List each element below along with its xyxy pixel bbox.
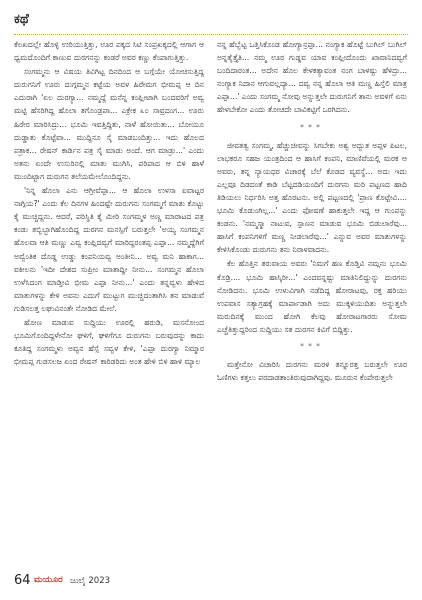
page-number: 64 [14, 573, 31, 588]
section-label: ಕಥೆ [14, 12, 29, 27]
section-separator: *** [300, 122, 324, 132]
page-header [14, 6, 408, 36]
issue-date: ಜುಲೈ 2023 [70, 576, 111, 586]
paragraph: ಮತ್ತೇನೋ ವಿಚಾರಿಸಿ ದುರಗನು ಮರಳಿ ತನ್ನೂರತ್ತ ಬರುತ್ತಲೇ ಊರ ಓಣಿಗಳು ಕತ್ತಲು ಪರದಾಡತಾಂತಿರುವುದಾಗಿದ್ದವು. ಮೂರುನ ಕೆಂಪೇರುತ್ತಲೇ [217, 359, 407, 383]
left-column [14, 38, 204, 566]
right-column [217, 38, 407, 566]
paragraph: ನನ್ನ ಹೆಬ್ಬೆಟ್ಟ ಒತ್ತಿಸಿಕೊಂಡ ಹೋಗ್ಯಾನ್ರಪ್ಪಾ... ನಂಗ್ಯಾಕ ಹೊಟ್ಟೆ ಬುಗಿಲ್ ಬುಗಿಲ್ ಅನ್ನತೈತ್ತೈತಿ... ನಮ್ಮ ಊರ ಗುಡ್ಡವ ಯಾವ ಕಂಪ್ಲೀದೊಂದು ಖಾವಾನಿದವ್ವಗೆ ಬಂದಿದಾರಂತ... ಅದೇನ ಹೊಲ ಕೇಳಕತ್ಯಾವಂತ ನಂಗ ಬಾಳಷ್ಟು ಹೆಳಿದ್ರು... ನಂಗ್ಯಾಕ ನಿದಾನ ಆಗುವಲ್ಲದ್ಯಾ... ದವ್ವ ನನ್ನ ಹೊಲಾ ಆತಿ ಮಣ್ಣ ಹಿಸ್ತೆಲಿ ಮಾತ್ರ ಎಪ್ಪಾ...' ಎಂದು ಸಂಗಮ್ಮ ನೋವು ಅನ್ನುತ್ತಲೇ ದುರುಗನಿಗೆ ತಾನು ಅವಳಿಗೆ ಏನು ಹೇಳಬೇಕೋ ಎಂದು ತೋಚದೇ ಬಾವಿಕಟ್ಟಿಗೆ ಒರಗಿದನು. [217, 40, 407, 115]
paragraph: 'ನಿನ್ನ ಹೊಲಾ ಎನು ಆಗ್ರೀವೆಪ್ಪಾ... ಆ ಹೊಲಾ ಉಳಸಾ ಐವಾಟ್ಟರ ನಾಗ್ಗಿಯ?' ಎಂದು ಕೆಲ ದಿನಗಳ ಹಿಂದಷ್ಟೇ ದುರುಗನು ಸಂಗಮ್ಮಗೆ ಮಾತು ಕೊಟ್ಟು ಕೈ ಮುಚ್ಚಿದ್ದನು. ಆದರೆ, ಪರಿಸ್ಥಿತಿ ಕೈ ಮೀರಿ ಸಂಗಮ್ಮಳ ಅಣ್ಣ ಮಾರಾಟದ ಪತ್ರ ಕಂಡು ತಬ್ಬಿಬ್ಬಾಗಿಹೊಂದಿದ್ದ ದುರಗನ ಮನಸ್ಸಿಗೆ ಬರುತ್ತಲೇ 'ಅಯ್ಯ ಸಂಗಮ್ಮನ ಹೊಲವಾ ಆತಿ ಮಣ್ಣು ಎವ್ವ ಕಂಪ್ಲಿದವ್ವಗೆ ಮಾರಿದ್ದರಂತಪ್ಪ ಎಪ್ಪಾ... ನಮ್ಮದ್ದೆಗಿಗೆ ಅವ್ವೆಂತಿಕ ದೊಡ್ಡ ಉಡ್ಡು ಕಂಪನಿಯವ್ವ ಅಂತೀನಿ... ಅವ್ವ ಮನಿ ಹಾಕಾಗ... ವಕೀಲನು 'ಇದೀ ದೇಶದ ಸುಪ್ರೀಂ ಮಾತಾದ್ದೀ ನೀನು... ಸಂಗಮ್ಮನ ಹೊಲಾ ಉಳೆಸಿದಂಗ ಮಾಡ್ತೀವಿ ಭೀಮ ಎಪ್ಪಾ ನೀನು...' ಎಂದು ತನ್ನವ್ವಳು ಹೇಳಿದ ಮಾತುಗಳನ್ನು ಕೇಳಿ ಅವನು ಎದುಗೆ ಮುಟ್ಟುಗ ಮುಚ್ಚಿದಂತಾಗಿಸಿ ತನ ಮಾಡುವೆ ಗುಡಿಸಲತ್ತ ಲಘುವಿನಂತೇ ನೋಡಿದ ಮೇಲೆ. [14, 186, 204, 313]
header-rule [14, 34, 408, 35]
paragraph: ಹೋಣ ಮಾಡುವ ಸುದ್ದಿಯು ಊರಲ್ಲಿ ಹರುಡಿ, ಮಸನೋಂದ ಭೂಮಿಗೊಂದಿದ್ದಳೇನೋ ಘಳಿಗೆ, ಘಳಿಗೆಗೂ ದುರುಗನು ಬರುವುದನ್ನು ಕಾದು ಕೂತಿದ್ದ ಸಂಗಮ್ಮಳು ಅವ್ವನ ಹೆಸ್ಸೆ ಸವ್ವಳ ಕೇಳಿ, 'ಎಪ್ಪಾ ದುರಗ್ಯಾ ನಿಮ್ಮಾರ ಭೀಮಪ್ಪ ಗುಡಸಲಜ ಏಂದ ರೇಷನ್ ಕಾರಿಡರಿದು ಅಂತ ಹೇಳಿ ಬಿಳಿ ಹಾಳಿ ಮ್ಯಾಲ [14, 317, 204, 367]
paragraph: ಕೆಲಖದಲ್ಲೇ ಹೊಳ್ಳಿ ಉರಿಯುತ್ತಿತ್ತು, ಊರ ಪಕ್ಕದ ಸಿಟಿ ಸಂಪ್ರಖಕ್ಕದಲ್ಲಿ ಆಗಾಗ ಆ ಧ್ವಮದೊಂದಿಗೆ ಕಾಣುವ ದುರಗನನ್ನು ಕಂಡರೆ ಅವರ ಕಣ್ಣು ಕೆಂಪಾಗುತ್ತಿತ್ತು. [14, 40, 204, 63]
story-body [14, 38, 408, 566]
paragraph: ಜೀವತತ್ವ ಸಂಗಮ್ಮ, ಹೆಚ್ಚುಚೀವನ್ನು ಸಿಗಬೇಕು ಅಶ್ವ ಅದ್ಭುತ ಅಪ್ಪಳ ಪಿಟಲ, ಲಾಭಕರೂ ಸಹಜ ಯಂತ್ರದಿಂದ ಆ ಹಾಸಿಗೆ ಕಂಪನಿ, ಮಾಣಿವೆಯಲ್ಲಿ ಮರಕ ಆ ಅವರು, ತನ್ನ ನ್ಯಾಯಧರ ವಿಚಾರಕ್ಕೆ ಬೆಲೆ ಕೊಡದ ವ್ಯವಸ್ಥೆ... ಅದು ಇದು ಎಲ್ಲವೂ ದಿಡದಂತೆ ಕಾಡಿ ಬೆಟ್ಟದಡಿಯಂದಿಗೆ ದುರಗನು ಮರಿ ಪಟ್ಟಣದ ಹಾದಿ ತಿಡಿಯಲು ನಿರ್ಧರಿಸಿ ಅತ್ತ ಹೊರಟನು. ಅಲ್ಲಿ ಪಟ್ಟಣದಲ್ಲಿ 'ಪ್ರಾಣ ಕೊಟ್ಟೇವಿ.... ಭೂಮಿ ಕೊಡುಂಗಿಲ್ಲ...' ಎಂದು ಫೋಷಣೆ ಹಾಕುತ್ತಲೇ ಇದ್ದ ಆ ಗುಂಪನ್ನು ಕಂಡನು. 'ನಮ್ಮಸ್ಮಾ ನಾಟುವ, ಸ್ಪಾಣನ ಮಾಡುವ ಭೂಮಿ ಬಿಡುಲಾರೆವು... ಹಾಸಿಗೆ ಕಂಪನಿಗಳಿಗೆ ಮಣ್ಣ ನೀಡಲಾರೆವು...' ಎನ್ನುವ ಅವರ ಮಾತುಗಳನ್ನು ಕೇಳಿಸಿಕೊಂಡು ದುರುಗನು ತನು ನಿರಾಳವಾದನು. [217, 140, 407, 255]
paragraph: ಸಂಗಮ್ಮನು ಆ ವಿಷಯ ತಿವಿಗಿಟ್ಟ ದಿನದಿಂದ ಆ ಬಗ್ಗೆಯೇ ಯೋಚಿಸುತ್ತಿದ್ದ ದುರುಗನಿಗೆ ಊರು ದುಗ್ಗಮ್ಮನ ಕಟ್ಟೆಯ ಅವಳ ಹಿರೇಮಗ ಭೀಮಪ್ಪ ಆ ದಿನ ಎದುರಾಗಿ 'ಏಲ ದುರಗ್ಯಾ... ನಮ್ಮದ್ದೆ ಮನೆನ್ನ ಕಂಪ್ಲೀಟಾಗಿ ಬಂದವರಿಗೆ ಅವ್ವ ಮಟ್ಟಿ ಹೆಸರಿಗಿದ್ದ ಹೊಲಾ ತಗೊಂಡ್ರಪಾ... ಎಕ್ರೇಕ ೩೦ ಸಾವ್ರದಂಗ... ಊರು ಹಿರೇರ ಮಾರಿಸಿದ್ರು... ಭೂಮಿ ಇವತ್ತಿದ್ದಿತು, ನಾಳೆ ಹೋಯಿತು... ಬೋಯೂ ದುಡ್ಡಾತು ಕೊಟ್ಟೆವಾ... ಮುದ್ದಿನೂ ಸೈ ಮಾಡಬಂದಿತ್ತು... ಇದು ಹೊಲದ ಪತ್ರಾಕ... ರೇಷನ್ ಕಾರ್ಡಿನ ಪತ್ರ ಸೈ ಮಾಡು ಅಂದೆ. ಆಗ ಮಾಡ್ರು...' ಎಂದು ಅತನು ಏಂದೇ ಉಸುರಿನಲ್ಲಿ ಮಾತು ಮುಗಿಸಿ, ಪರಿಪಾದ ಆ ಬಿಳಿ ಹಾಳೆ ಮುಂದಿಟ್ಟಾಗ ದುರುಗನ ತಲೆಯಮೇಲೊಂದಿದ್ದನು. [14, 67, 204, 181]
section-separator: *** [300, 341, 324, 351]
page-footer [14, 573, 408, 593]
magazine-logo: ಮಯೂರ [34, 575, 63, 585]
paragraph: ಕೆಲ ಹೊತ್ತಿನ ತರುವಾಯ ಅವರು 'ನಿಮಗೆ ಹಣ ಕೊಡ್ತಿವಿ ನಮ್ಗನು ಭೂಮಿ ಕೊಡ್ರಿ.... ಭೂಮಿ ಹಾಸ್ಕಿರೀ...' ಎಂದವನ್ನಷ್ಟು ಮಾತಿನಿಲಿದ್ದುನ್ನು ದುರಗನು ನೋಡಿದನು. ಭೂಮಿ ಉಳುವಿಗಾಗಿ ನಡೆದಿದ್ದ ಹೋರಾಟವು, ರಕ್ತ ಹರಿಯು ಉಪವಾಸ ಸತ್ಯಾಗ್ರಹಕ್ಕೆ ಮಾರ್ಪಾಡಾಗಿ ಅದು ಮುಕ್ಕಳಿಯುದಿತು ಅನ್ನುತ್ತಲೇ ಮರುದಿನಕ್ಕೆ ಮುಂದ ಹೋಗಿ ಕೆಲವು ಹೋರಾಟಗಾರರು ಸೋಮ ಎಚ್ಚೆತಿತ್ತುದ್ದರಿಂದ ಸುದ್ದಿಯು ಸತ ದುರಗನ ಕಿವಿಗೆ ಬಿದ್ದಿತ್ತು. [217, 259, 407, 334]
